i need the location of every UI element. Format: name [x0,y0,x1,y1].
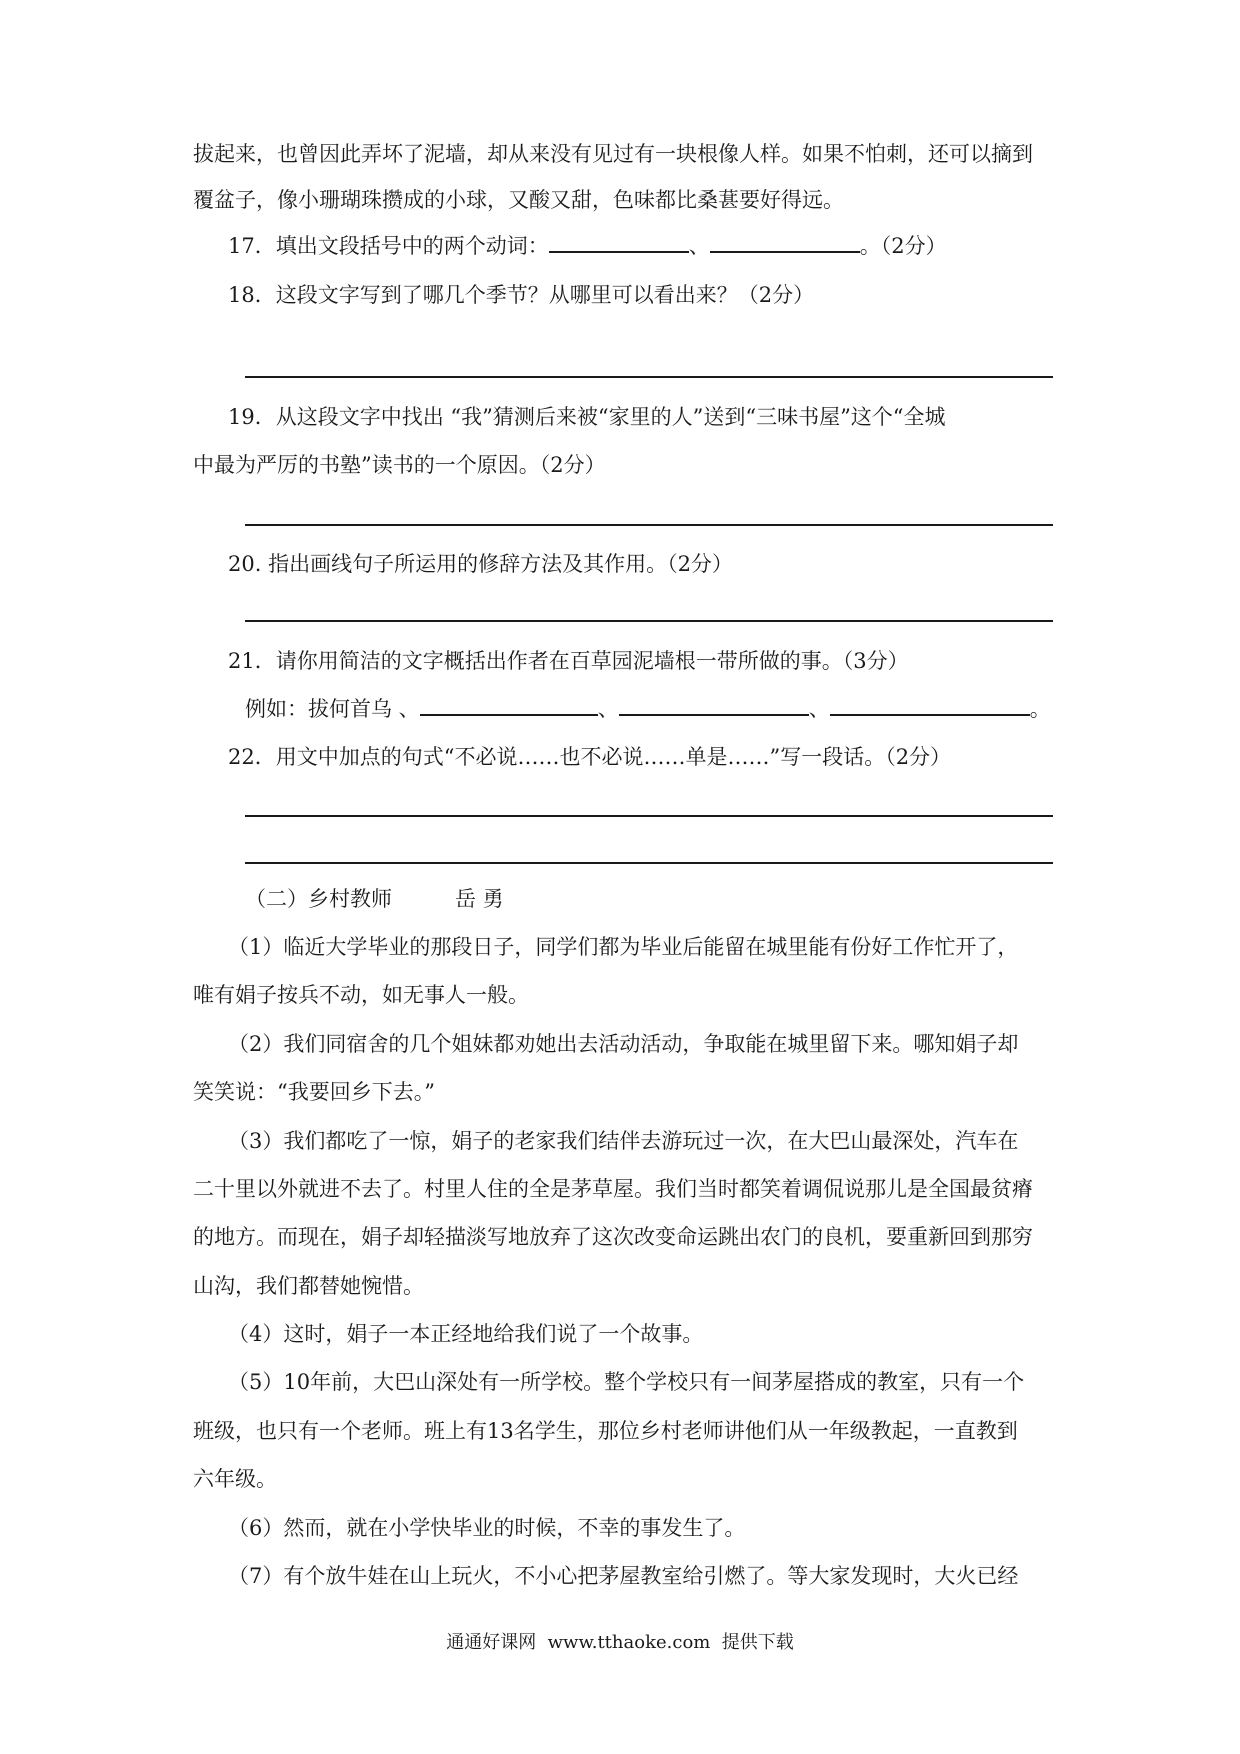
question-21-example [245,694,1105,724]
paragraph-line: （3）我们都吃了一惊，娟子的老家我们结伴去游玩过一次，在大巴山最深处，汽车在 [228,1129,1019,1153]
question-22: 22．用文中加点的句式“不必说……也不必说……单是……”写一段话。（2分） [228,745,952,769]
question-21: 21．请你用简洁的文字概括出作者在百草园泥墙根一带所做的事。（3分） [228,649,909,673]
q17-prefix: 17．填出文段括号中的两个动词： [228,234,549,258]
q21-blank-2[interactable] [619,694,809,716]
paragraph-line: 的地方。而现在，娟子却轻描淡写地放弃了这次改变命运跳出农门的良机，要重新回到那穷 [193,1225,1033,1249]
page-footer: 通通好课网 www.tthaoke.com 提供下载 [446,1632,794,1653]
answer-line[interactable] [245,862,1053,864]
paragraph-line: （2）我们同宿舍的几个姐妹都劝她出去活动活动，争取能在城里留下来。哪知娟子却 [228,1032,1019,1056]
answer-line[interactable] [245,524,1053,526]
q17-blank-2[interactable] [710,231,860,253]
q17-sep: 、 [688,234,710,258]
question-18: 18．这段文字写到了哪几个季节？从哪里可以看出来？（2分） [228,283,815,307]
question-19-line: 中最为严厉的书塾”读书的一个原因。（2分） [193,453,606,477]
answer-line[interactable] [245,815,1053,817]
paragraph-line: （1）临近大学毕业的那段日子，同学们都为毕业后能留在城里能有份好工作忙开了， [228,935,1019,959]
q21-blank-3[interactable] [830,694,1030,716]
question-17 [228,231,1088,261]
q21-example-suffix: 。 [1029,697,1051,721]
q17-blank-1[interactable] [549,231,689,253]
passage-line: 拔起来，也曾因此弄坏了泥墙，却从来没有见过有一块根像人样。如果不怕刺，还可以摘到 [193,142,1033,166]
paragraph-line: 班级，也只有一个老师。班上有13名学生，那位乡村老师讲他们从一年级教起，一直教到 [193,1419,1018,1443]
q17-suffix: 。（2分） [859,234,947,258]
question-19-line: 19．从这段文字中找出 “我”猜测后来被“家里的人”送到“三味书屋”这个“全城 [228,405,946,429]
paragraph-line: （6）然而，就在小学快毕业的时候，不幸的事发生了。 [228,1516,746,1540]
q21-blank-1[interactable] [420,694,598,716]
paragraph-line: 山沟，我们都替她惋惜。 [193,1274,424,1298]
paragraph-line: 六年级。 [193,1467,277,1491]
section-2-heading: （二）乡村教师 岳 勇 [245,887,504,911]
paragraph-line: 唯有娟子按兵不动，如无事人一般。 [193,983,529,1007]
paragraph-line: 笑笑说：“我要回乡下去。” [193,1080,435,1104]
paragraph-line: （5）10年前，大巴山深处有一所学校。整个学校只有一间茅屋搭成的教室，只有一个 [228,1370,1025,1394]
q21-sep-2: 、 [808,697,830,721]
answer-line[interactable] [245,620,1053,622]
answer-line[interactable] [245,376,1053,378]
q21-sep-1: 、 [597,697,619,721]
question-20: 20. 指出画线句子所运用的修辞方法及其作用。（2分） [228,552,733,576]
paragraph-line: 二十里以外就进不去了。村里人住的全是茅草屋。我们当时都笑着调侃说那儿是全国最贫瘠 [193,1177,1033,1201]
paragraph-line: （7）有个放牛娃在山上玩火，不小心把茅屋教室给引燃了。等大家发现时，大火已经 [228,1564,1019,1588]
paragraph-line: （4）这时，娟子一本正经地给我们说了一个故事。 [228,1322,704,1346]
q21-example-prefix: 例如：拔何首乌 、 [245,697,420,721]
passage-line: 覆盆子，像小珊瑚珠攒成的小球，又酸又甜，色味都比桑葚要好得远。 [193,188,844,212]
